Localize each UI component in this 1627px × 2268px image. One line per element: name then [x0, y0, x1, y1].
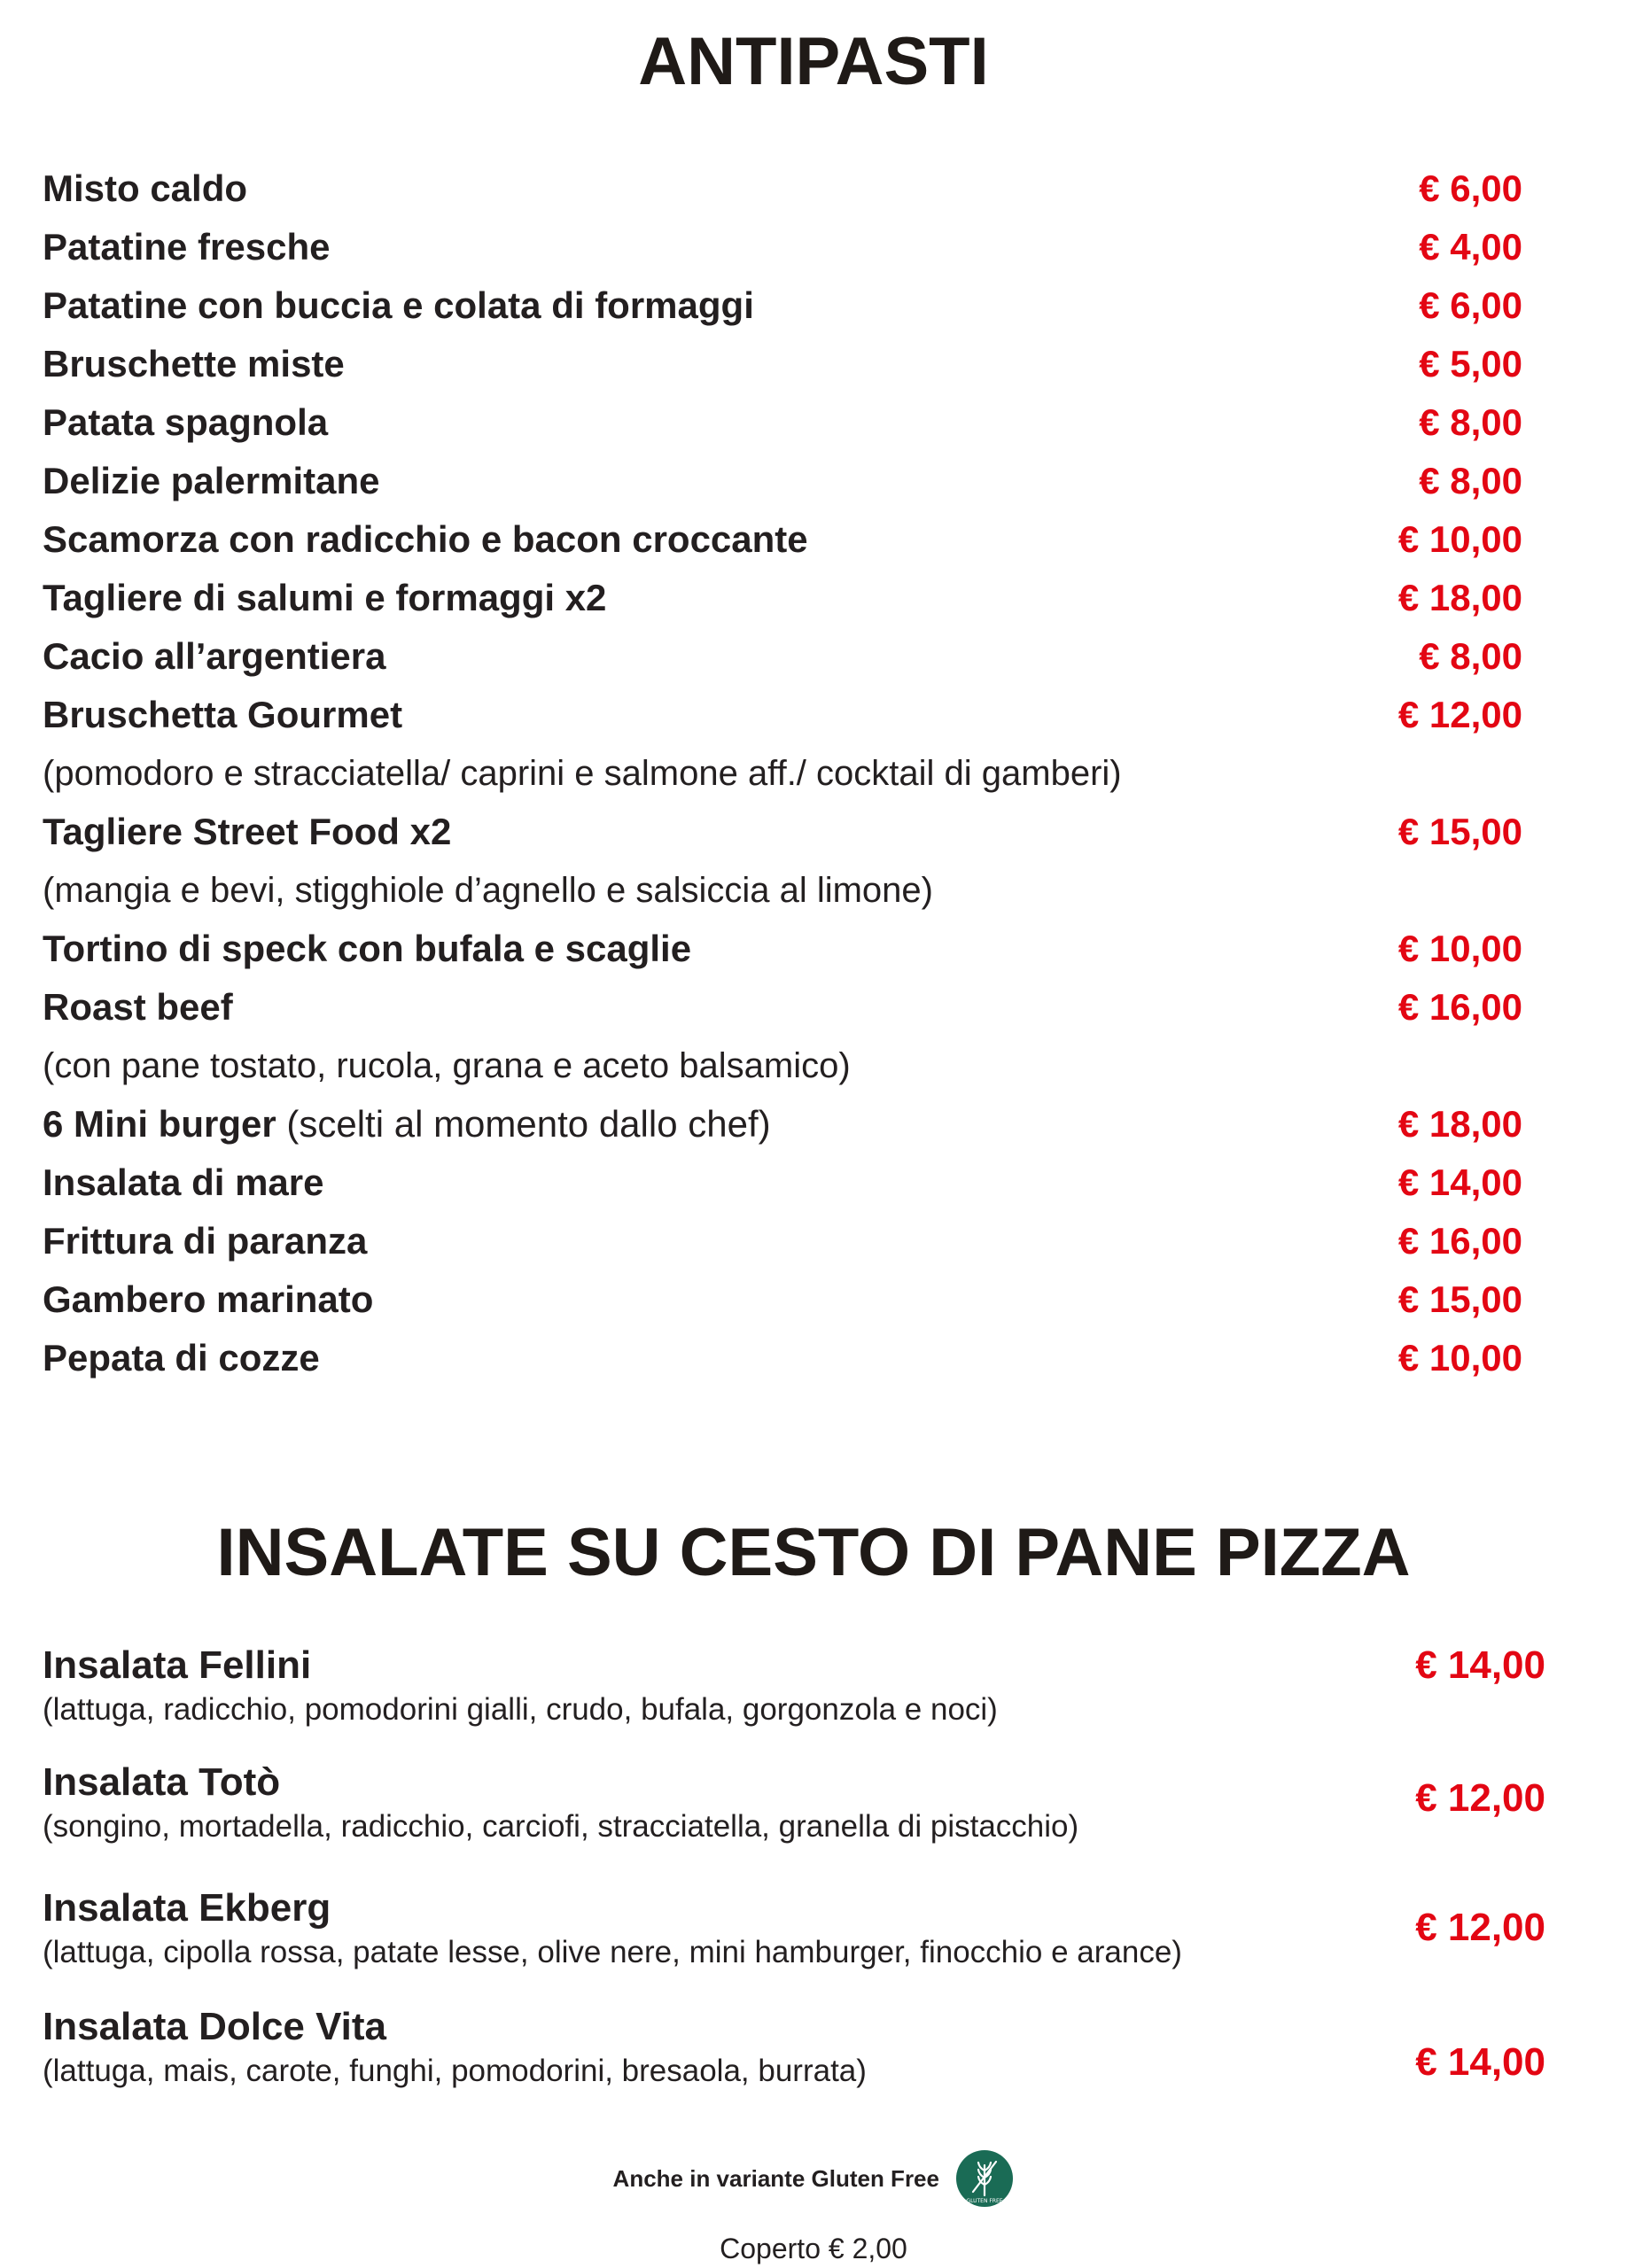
item-price: € 10,00 [1397, 1337, 1522, 1379]
item-description: (pomodoro e stracciatella/ caprini e salmone aff./ cocktail di gamberi) [43, 754, 1122, 793]
item-name: Tagliere di salumi e formaggi x2 [43, 577, 607, 618]
menu-item [43, 686, 1522, 744]
menu-item [43, 978, 1522, 1037]
item-name: Bruschetta Gourmet [43, 694, 403, 735]
salad-price: € 12,00 [1415, 1906, 1545, 1949]
gluten-free-icon-text: GLUTEN FREE [966, 2198, 1004, 2204]
item-description: (con pane tostato, rucola, grana e aceto balsamico) [43, 1046, 851, 1085]
menu-item [43, 627, 1522, 686]
salad-name: Insalata Totò [43, 1760, 281, 1804]
item-name: Cacio all’argentiera [43, 635, 386, 677]
section-title-antipasti: ANTIPASTI [638, 24, 989, 99]
section-title-insalate: INSALATE SU CESTO DI PANE PIZZA [216, 1515, 1411, 1590]
item-name: Tortino di speck con bufala e scaglie [43, 928, 692, 969]
cover-charge: Coperto € 2,00 [720, 2233, 907, 2264]
menu-item [43, 159, 1522, 218]
item-price: € 4,00 [1419, 226, 1522, 268]
item-price: € 8,00 [1419, 460, 1522, 501]
item-name: Insalata di mare [43, 1161, 324, 1203]
menu-item [43, 569, 1522, 627]
item-description: (mangia e bevi, stigghiole d’agnello e salsiccia al limone) [43, 871, 933, 910]
item-price: € 8,00 [1419, 401, 1522, 443]
menu-item [43, 1212, 1522, 1270]
item-name: Tagliere Street Food x2 [43, 811, 452, 852]
item-name: Patatine fresche [43, 226, 331, 268]
menu-item [43, 1329, 1522, 1387]
menu-item [43, 1095, 1522, 1153]
item-price: € 5,00 [1419, 343, 1522, 384]
item-price: € 18,00 [1397, 577, 1522, 618]
gluten-free-note [0, 2148, 1627, 2210]
item-name: Patatine con buccia e colata di formaggi [43, 284, 754, 326]
menu-item [43, 218, 1522, 276]
item-name [43, 1095, 771, 1153]
item-price: € 12,00 [1397, 694, 1522, 735]
salad-item [43, 1641, 1545, 1729]
gluten-free-wheat-icon [955, 2149, 1014, 2208]
menu-item [43, 393, 1522, 452]
gluten-free-text: Anche in variante Gluten Free [612, 2165, 939, 2192]
item-price: € 10,00 [1397, 518, 1522, 560]
item-name: Delizie palermitane [43, 460, 380, 501]
item-name: Scamorza con radicchio e bacon croccante [43, 518, 808, 560]
item-name-text: 6 Mini burger [43, 1103, 276, 1145]
salad-name: Insalata Dolce Vita [43, 2005, 387, 2048]
menu-item [43, 335, 1522, 393]
item-price: € 8,00 [1419, 635, 1522, 677]
salad-item [43, 1758, 1545, 1846]
salad-name: Insalata Fellini [43, 1643, 312, 1687]
item-name: Frittura di paranza [43, 1220, 368, 1262]
menu-item [43, 1153, 1522, 1212]
item-price: € 16,00 [1397, 1220, 1522, 1262]
item-name: Misto caldo [43, 167, 248, 209]
menu-item [43, 803, 1522, 861]
item-name-note: (scelti al momento dallo chef) [276, 1103, 771, 1145]
menu-item [43, 452, 1522, 510]
salad-price: € 14,00 [1415, 1643, 1545, 1687]
salad-price: € 14,00 [1415, 2040, 1545, 2084]
salad-description: (lattuga, mais, carote, funghi, pomodorini, bresaola, burrata) [43, 2054, 867, 2088]
salad-name: Insalata Ekberg [43, 1886, 331, 1930]
menu-item [43, 1270, 1522, 1329]
salad-price: € 12,00 [1415, 1776, 1545, 1820]
salad-description: (lattuga, radicchio, pomodorini gialli, crudo, bufala, gorgonzola e noci) [43, 1692, 998, 1727]
item-name: Patata spagnola [43, 401, 329, 443]
salad-item [43, 2002, 1545, 2091]
menu-item [43, 276, 1522, 335]
item-price: € 10,00 [1397, 928, 1522, 969]
item-price: € 18,00 [1397, 1103, 1522, 1145]
item-price: € 15,00 [1397, 1278, 1522, 1320]
item-price: € 6,00 [1419, 284, 1522, 326]
item-price: € 16,00 [1397, 986, 1522, 1028]
item-price: € 15,00 [1397, 811, 1522, 852]
item-name: Pepata di cozze [43, 1337, 320, 1379]
salad-description: (songino, mortadella, radicchio, carciofi, stracciatella, granella di pistacchio) [43, 1809, 1079, 1844]
menu-item [43, 920, 1522, 978]
item-name: Roast beef [43, 986, 233, 1028]
item-name: Gambero marinato [43, 1278, 374, 1320]
item-price: € 14,00 [1397, 1161, 1522, 1203]
item-name: Bruschette miste [43, 343, 345, 384]
menu-item [43, 510, 1522, 569]
salad-item [43, 1884, 1545, 1972]
item-price: € 6,00 [1419, 167, 1522, 209]
salad-description: (lattuga, cipolla rossa, patate lesse, olive nere, mini hamburger, finocchio e arance) [43, 1935, 1182, 1969]
